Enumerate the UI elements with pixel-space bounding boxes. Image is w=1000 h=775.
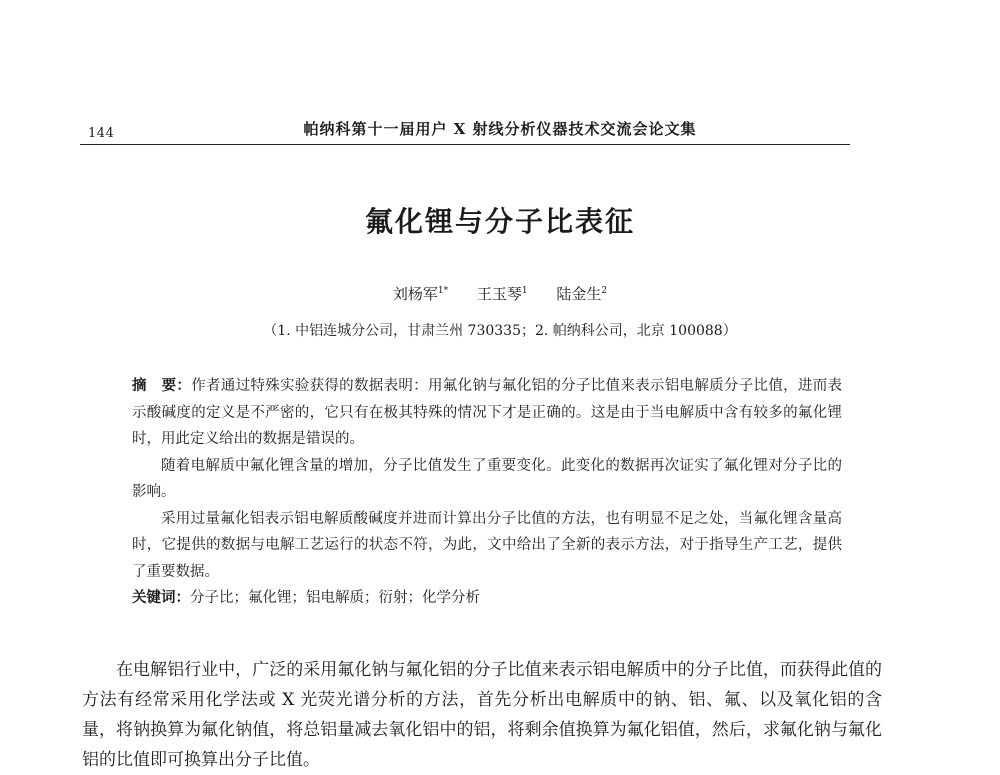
affiliation: （1. 中铝连城分公司，甘肃兰州 730335；2. 帕纳科公司，北京 100088） — [263, 323, 737, 339]
keywords-text: 分子比；氟化锂；铝电解质；衍射；化学分析 — [190, 590, 480, 606]
abstract-paragraph-2: 随着电解质中氟化锂含量的增加，分子比值发生了重要变化。此变化的数据再次证实了氟化锂对分子比的影响。 — [132, 457, 842, 500]
author-2 — [477, 285, 528, 303]
author-mark: 1 — [521, 286, 528, 296]
body-text — [82, 655, 882, 775]
running-header: 帕纳科第十一届用户 X 射线分析仪器技术交流会论文集 — [303, 120, 697, 138]
author-3 — [556, 285, 607, 303]
author-name: 王玉琴 — [476, 285, 522, 303]
keywords-label: 关键词： — [132, 590, 190, 606]
abstract-paragraph-1 — [132, 373, 842, 453]
author-list — [0, 283, 1000, 304]
abstract — [132, 373, 842, 612]
author-name: 陆金生 — [556, 285, 602, 303]
keywords — [132, 585, 842, 612]
abstract-text: 作者通过特殊实验获得的数据表明：用氟化钠与氟化铝的分子比值来表示铝电解质分子比值，进而表示酸碱度的定义是不严密的，它只有在极其特殊的情况下才是正确的。这是由于当电解质中含有较多的氟化锂时，用此定义给出的数据是错误的。 — [132, 378, 843, 447]
author-mark: 1* — [437, 286, 449, 296]
author-1 — [393, 285, 448, 303]
abstract-label: 摘 要： — [132, 378, 192, 394]
author-name: 刘杨军 — [392, 285, 438, 303]
paper-title: 氟化锂与分子比表征 — [364, 205, 635, 238]
page-number: 144 — [88, 126, 115, 141]
header-rule — [80, 144, 850, 145]
abstract-paragraph-3: 采用过量氟化铝表示铝电解质酸碱度并进而计算出分子比值的方法，也有明显不足之处，当氟化锂含量高时，它提供的数据与电解工艺运行的状态不符，为此，文中给出了全新的表示方法，对于指导生产工艺，提供了重要数据。 — [132, 510, 842, 580]
author-mark: 2 — [601, 286, 608, 296]
body-paragraph-1: 在电解铝行业中，广泛的采用氟化钠与氟化铝的分子比值来表示铝电解质中的分子比值，而获得此值的方法有经常采用化学法或 X 光荧光谱分析的方法，首先分析出电解质中的钠、铝、氟、以及氧化铝的含量，将钠换算为氟化钠值，将总铝量减去氧化铝中的铝，将剩余值换算为氟化铝值，然后，求氟化钠与氟化铝的比值即可换算出分子比值。 — [82, 660, 882, 770]
